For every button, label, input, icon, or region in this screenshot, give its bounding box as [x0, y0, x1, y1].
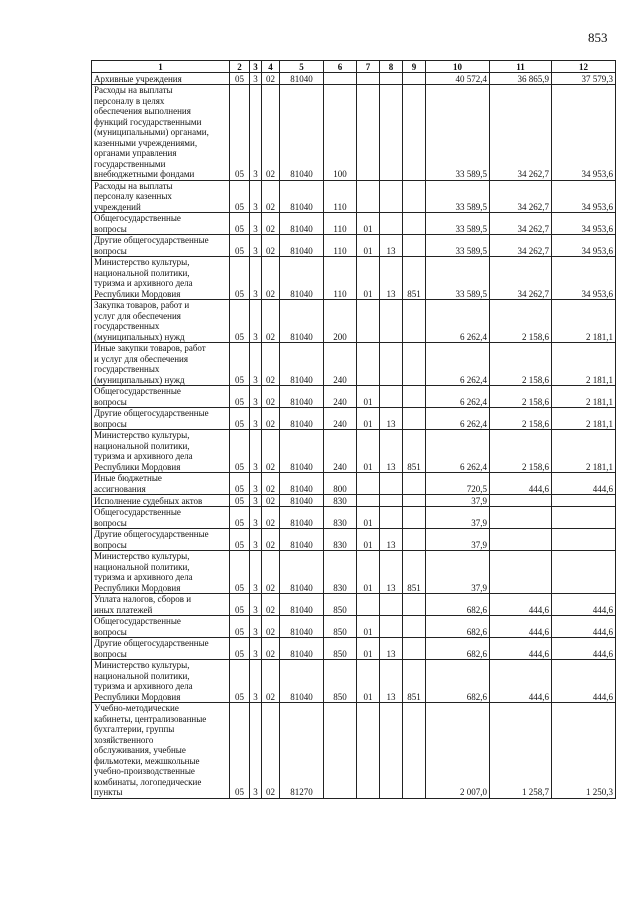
row-value-cell: 81040	[280, 594, 324, 616]
row-value-cell	[403, 386, 426, 408]
row-value-cell: 02	[262, 180, 280, 213]
row-value-cell	[357, 495, 380, 507]
row-value-cell: 3	[250, 408, 262, 430]
row-value-cell	[403, 213, 426, 235]
row-value-cell: 40 572,4	[426, 73, 490, 85]
row-value-cell: 3	[250, 594, 262, 616]
row-value-cell: 682,6	[426, 660, 490, 703]
row-value-cell: 05	[230, 638, 250, 660]
row-value-cell	[324, 73, 357, 85]
row-value-cell	[403, 408, 426, 430]
row-value-cell	[357, 85, 380, 181]
row-value-cell: 02	[262, 594, 280, 616]
row-value-cell	[403, 616, 426, 638]
header-cell: 9	[403, 61, 426, 73]
row-value-cell: 444,6	[490, 473, 552, 495]
row-value-cell: 81040	[280, 551, 324, 594]
table-row	[92, 616, 616, 638]
row-value-cell	[403, 85, 426, 181]
row-value-cell: 3	[250, 551, 262, 594]
row-name-cell: Исполнение судебных актов	[92, 495, 230, 507]
row-value-cell: 2 181,1	[552, 300, 616, 343]
row-value-cell: 3	[250, 430, 262, 473]
row-value-cell: 3	[250, 703, 262, 799]
row-value-cell: 1 258,7	[490, 703, 552, 799]
row-value-cell: 05	[230, 507, 250, 529]
budget-table	[91, 60, 616, 799]
row-value-cell: 850	[324, 638, 357, 660]
row-value-cell	[490, 551, 552, 594]
row-value-cell: 444,6	[490, 616, 552, 638]
row-value-cell: 05	[230, 529, 250, 551]
row-value-cell: 3	[250, 638, 262, 660]
row-value-cell: 3	[250, 495, 262, 507]
row-value-cell: 01	[357, 257, 380, 300]
row-name-cell: Общегосударственные вопросы	[92, 213, 230, 235]
row-value-cell: 81040	[280, 507, 324, 529]
row-name-cell: Общегосударственные вопросы	[92, 507, 230, 529]
row-value-cell: 02	[262, 235, 280, 257]
row-value-cell: 682,6	[426, 594, 490, 616]
row-value-cell: 13	[380, 408, 403, 430]
row-value-cell: 02	[262, 386, 280, 408]
row-value-cell: 01	[357, 386, 380, 408]
row-value-cell: 02	[262, 408, 280, 430]
row-name-cell: Министерство культуры, национальной политики, туризма и архивного дела Республики Мордовия	[92, 430, 230, 473]
table-row	[92, 213, 616, 235]
row-value-cell: 05	[230, 343, 250, 386]
table-row	[92, 408, 616, 430]
row-value-cell: 3	[250, 85, 262, 181]
row-value-cell: 05	[230, 257, 250, 300]
row-value-cell: 37,9	[426, 529, 490, 551]
row-value-cell: 05	[230, 85, 250, 181]
row-value-cell: 05	[230, 213, 250, 235]
row-name-cell: Расходы на выплаты персоналу в целях обеспечения выполнения функций государственными (муниципальными) органами, казенными учреждениями, органами управления государственными внебюджетными фондами	[92, 85, 230, 181]
row-value-cell	[324, 703, 357, 799]
header-cell: 8	[380, 61, 403, 73]
row-name-cell: Уплата налогов, сборов и иных платежей	[92, 594, 230, 616]
header-cell: 7	[357, 61, 380, 73]
header-cell: 3	[250, 61, 262, 73]
row-value-cell	[357, 180, 380, 213]
row-name-cell: Иные закупки товаров, работ и услуг для обеспечения государственных (муниципальных) нужд	[92, 343, 230, 386]
header-cell: 1	[92, 61, 230, 73]
row-name-cell: Министерство культуры, национальной политики, туризма и архивного дела Республики Мордовия	[92, 660, 230, 703]
row-value-cell: 81040	[280, 257, 324, 300]
table-row	[92, 529, 616, 551]
row-value-cell: 3	[250, 213, 262, 235]
header-cell: 10	[426, 61, 490, 73]
row-value-cell	[380, 495, 403, 507]
row-value-cell: 110	[324, 180, 357, 213]
row-value-cell: 110	[324, 213, 357, 235]
row-value-cell: 34 262,7	[490, 257, 552, 300]
row-value-cell: 2 158,6	[490, 430, 552, 473]
row-value-cell: 02	[262, 73, 280, 85]
row-value-cell	[552, 551, 616, 594]
row-value-cell: 851	[403, 430, 426, 473]
row-value-cell: 34 953,6	[552, 85, 616, 181]
row-value-cell: 240	[324, 430, 357, 473]
row-value-cell	[380, 73, 403, 85]
row-value-cell: 3	[250, 616, 262, 638]
row-value-cell: 81040	[280, 473, 324, 495]
row-value-cell: 37,9	[426, 551, 490, 594]
row-value-cell: 13	[380, 660, 403, 703]
row-value-cell: 05	[230, 180, 250, 213]
row-value-cell	[380, 343, 403, 386]
row-value-cell: 2 181,1	[552, 430, 616, 473]
header-cell: 6	[324, 61, 357, 73]
row-value-cell: 6 262,4	[426, 386, 490, 408]
row-value-cell	[357, 300, 380, 343]
row-value-cell: 05	[230, 300, 250, 343]
row-value-cell: 34 262,7	[490, 213, 552, 235]
row-value-cell	[403, 507, 426, 529]
row-value-cell: 2 181,1	[552, 343, 616, 386]
row-value-cell: 830	[324, 551, 357, 594]
row-value-cell: 02	[262, 213, 280, 235]
row-value-cell: 02	[262, 257, 280, 300]
row-value-cell: 800	[324, 473, 357, 495]
row-value-cell: 05	[230, 703, 250, 799]
budget-table-container	[91, 60, 616, 799]
table-row	[92, 594, 616, 616]
row-value-cell: 444,6	[552, 594, 616, 616]
row-value-cell	[357, 343, 380, 386]
row-value-cell: 81040	[280, 343, 324, 386]
row-name-cell: Закупка товаров, работ и услуг для обеспечения государственных (муниципальных) нужд	[92, 300, 230, 343]
header-cell: 11	[490, 61, 552, 73]
row-value-cell: 444,6	[552, 638, 616, 660]
row-value-cell	[552, 507, 616, 529]
row-value-cell: 851	[403, 257, 426, 300]
row-value-cell: 01	[357, 660, 380, 703]
row-name-cell: Другие общегосударственные вопросы	[92, 235, 230, 257]
row-value-cell: 02	[262, 616, 280, 638]
row-value-cell: 01	[357, 235, 380, 257]
row-value-cell	[380, 594, 403, 616]
row-value-cell: 33 589,5	[426, 235, 490, 257]
row-value-cell	[380, 703, 403, 799]
row-value-cell: 34 953,6	[552, 235, 616, 257]
row-value-cell	[380, 386, 403, 408]
row-value-cell: 81040	[280, 180, 324, 213]
row-value-cell: 05	[230, 408, 250, 430]
row-value-cell	[357, 594, 380, 616]
row-value-cell: 3	[250, 73, 262, 85]
row-value-cell: 2 181,1	[552, 386, 616, 408]
row-value-cell: 3	[250, 300, 262, 343]
row-value-cell: 2 158,6	[490, 343, 552, 386]
table-row	[92, 73, 616, 85]
header-cell: 5	[280, 61, 324, 73]
header-row	[92, 61, 616, 73]
row-value-cell: 02	[262, 507, 280, 529]
row-value-cell: 05	[230, 495, 250, 507]
row-value-cell: 3	[250, 473, 262, 495]
row-value-cell: 13	[380, 257, 403, 300]
row-value-cell: 81040	[280, 85, 324, 181]
row-value-cell: 240	[324, 343, 357, 386]
row-value-cell: 13	[380, 430, 403, 473]
row-value-cell: 01	[357, 408, 380, 430]
row-value-cell: 05	[230, 386, 250, 408]
row-value-cell: 02	[262, 430, 280, 473]
row-value-cell: 6 262,4	[426, 300, 490, 343]
row-value-cell: 01	[357, 213, 380, 235]
row-name-cell: Другие общегосударственные вопросы	[92, 529, 230, 551]
row-value-cell: 05	[230, 594, 250, 616]
row-value-cell: 05	[230, 430, 250, 473]
row-value-cell	[403, 235, 426, 257]
row-value-cell: 02	[262, 495, 280, 507]
row-value-cell	[380, 507, 403, 529]
table-row	[92, 180, 616, 213]
row-value-cell: 34 262,7	[490, 180, 552, 213]
table-row	[92, 85, 616, 181]
table-row	[92, 551, 616, 594]
row-value-cell: 830	[324, 495, 357, 507]
row-value-cell: 240	[324, 386, 357, 408]
row-value-cell: 2 158,6	[490, 300, 552, 343]
table-row	[92, 660, 616, 703]
row-value-cell	[380, 473, 403, 495]
row-value-cell	[403, 529, 426, 551]
row-value-cell: 01	[357, 616, 380, 638]
header-cell: 4	[262, 61, 280, 73]
row-value-cell: 100	[324, 85, 357, 181]
row-value-cell: 81040	[280, 235, 324, 257]
row-name-cell: Общегосударственные вопросы	[92, 386, 230, 408]
row-value-cell: 3	[250, 180, 262, 213]
row-value-cell	[403, 300, 426, 343]
row-value-cell: 3	[250, 529, 262, 551]
row-value-cell: 6 262,4	[426, 430, 490, 473]
row-value-cell: 3	[250, 257, 262, 300]
row-value-cell	[403, 343, 426, 386]
row-value-cell: 3	[250, 386, 262, 408]
row-value-cell: 682,6	[426, 638, 490, 660]
row-value-cell	[490, 529, 552, 551]
row-name-cell: Иные бюджетные ассигнования	[92, 473, 230, 495]
row-value-cell: 830	[324, 529, 357, 551]
row-value-cell: 02	[262, 660, 280, 703]
row-value-cell: 81040	[280, 408, 324, 430]
row-value-cell: 81040	[280, 213, 324, 235]
row-name-cell: Министерство культуры, национальной политики, туризма и архивного дела Республики Мордовия	[92, 257, 230, 300]
row-value-cell: 34 262,7	[490, 235, 552, 257]
row-value-cell: 05	[230, 616, 250, 638]
row-value-cell: 34 953,6	[552, 257, 616, 300]
table-row	[92, 343, 616, 386]
page-number: 853	[588, 30, 608, 45]
row-value-cell: 05	[230, 551, 250, 594]
row-value-cell: 05	[230, 235, 250, 257]
row-value-cell: 444,6	[552, 473, 616, 495]
row-value-cell	[403, 638, 426, 660]
row-value-cell: 33 589,5	[426, 85, 490, 181]
header-cell: 2	[230, 61, 250, 73]
row-value-cell	[380, 300, 403, 343]
row-value-cell: 36 865,9	[490, 73, 552, 85]
row-value-cell: 3	[250, 343, 262, 386]
row-value-cell: 444,6	[490, 594, 552, 616]
row-value-cell: 37,9	[426, 495, 490, 507]
table-row	[92, 300, 616, 343]
table-row	[92, 703, 616, 799]
row-value-cell	[403, 495, 426, 507]
row-value-cell	[357, 703, 380, 799]
row-name-cell: Другие общегосударственные вопросы	[92, 638, 230, 660]
row-value-cell: 02	[262, 300, 280, 343]
row-value-cell	[357, 73, 380, 85]
row-value-cell: 81040	[280, 660, 324, 703]
row-value-cell	[403, 594, 426, 616]
row-value-cell: 02	[262, 473, 280, 495]
row-value-cell	[490, 495, 552, 507]
row-name-cell: Учебно-методические кабинеты, централизованные бухгалтерии, группы хозяйственного обслуживания, учебные фильмотеки, межшкольные учебно-производственные комбинаты, логопедические пункты	[92, 703, 230, 799]
row-value-cell: 3	[250, 235, 262, 257]
row-value-cell: 33 589,5	[426, 257, 490, 300]
row-value-cell: 05	[230, 73, 250, 85]
row-value-cell: 1 250,3	[552, 703, 616, 799]
row-value-cell	[380, 180, 403, 213]
row-value-cell: 850	[324, 616, 357, 638]
row-value-cell: 830	[324, 507, 357, 529]
row-value-cell: 81040	[280, 300, 324, 343]
table-row	[92, 257, 616, 300]
row-value-cell	[403, 703, 426, 799]
table-body	[92, 73, 616, 799]
row-value-cell	[403, 473, 426, 495]
row-value-cell: 37 579,3	[552, 73, 616, 85]
row-value-cell: 81040	[280, 495, 324, 507]
row-value-cell: 01	[357, 551, 380, 594]
row-value-cell	[380, 85, 403, 181]
row-value-cell: 02	[262, 529, 280, 551]
row-name-cell: Расходы на выплаты персоналу казенных учреждений	[92, 180, 230, 213]
row-value-cell: 2 007,0	[426, 703, 490, 799]
row-value-cell: 34 953,6	[552, 213, 616, 235]
row-value-cell: 01	[357, 529, 380, 551]
row-value-cell: 34 953,6	[552, 180, 616, 213]
row-value-cell: 13	[380, 551, 403, 594]
row-value-cell: 444,6	[490, 660, 552, 703]
table-row	[92, 638, 616, 660]
row-value-cell: 851	[403, 660, 426, 703]
row-value-cell: 444,6	[552, 660, 616, 703]
row-value-cell: 81040	[280, 73, 324, 85]
row-value-cell: 01	[357, 507, 380, 529]
row-value-cell	[552, 495, 616, 507]
table-row	[92, 235, 616, 257]
row-value-cell: 3	[250, 660, 262, 703]
row-value-cell: 444,6	[490, 638, 552, 660]
row-value-cell: 3	[250, 507, 262, 529]
row-value-cell: 05	[230, 473, 250, 495]
row-value-cell: 851	[403, 551, 426, 594]
table-row	[92, 430, 616, 473]
row-value-cell: 02	[262, 703, 280, 799]
row-name-cell: Архивные учреждения	[92, 73, 230, 85]
header-cell: 12	[552, 61, 616, 73]
row-value-cell: 33 589,5	[426, 213, 490, 235]
row-name-cell: Другие общегосударственные вопросы	[92, 408, 230, 430]
row-value-cell: 81040	[280, 386, 324, 408]
row-value-cell: 05	[230, 660, 250, 703]
row-value-cell: 81040	[280, 529, 324, 551]
row-value-cell: 02	[262, 343, 280, 386]
row-value-cell: 6 262,4	[426, 343, 490, 386]
row-value-cell	[403, 73, 426, 85]
row-value-cell: 02	[262, 638, 280, 660]
row-value-cell: 6 262,4	[426, 408, 490, 430]
row-value-cell: 37,9	[426, 507, 490, 529]
table-row	[92, 473, 616, 495]
row-value-cell: 34 262,7	[490, 85, 552, 181]
row-value-cell	[552, 529, 616, 551]
row-value-cell: 110	[324, 235, 357, 257]
row-value-cell: 13	[380, 235, 403, 257]
row-value-cell: 200	[324, 300, 357, 343]
row-value-cell: 2 158,6	[490, 408, 552, 430]
row-value-cell: 240	[324, 408, 357, 430]
row-value-cell: 850	[324, 660, 357, 703]
row-value-cell: 720,5	[426, 473, 490, 495]
row-value-cell: 01	[357, 638, 380, 660]
row-value-cell: 33 589,5	[426, 180, 490, 213]
row-value-cell: 444,6	[552, 616, 616, 638]
row-value-cell: 110	[324, 257, 357, 300]
row-value-cell: 850	[324, 594, 357, 616]
row-value-cell: 01	[357, 430, 380, 473]
row-name-cell: Общегосударственные вопросы	[92, 616, 230, 638]
row-value-cell: 81040	[280, 616, 324, 638]
row-value-cell: 02	[262, 551, 280, 594]
row-value-cell	[403, 180, 426, 213]
row-value-cell	[380, 616, 403, 638]
table-row	[92, 386, 616, 408]
row-value-cell: 682,6	[426, 616, 490, 638]
row-value-cell: 2 158,6	[490, 386, 552, 408]
row-value-cell: 81040	[280, 638, 324, 660]
table-row	[92, 495, 616, 507]
row-value-cell	[490, 507, 552, 529]
row-value-cell: 81270	[280, 703, 324, 799]
row-value-cell: 13	[380, 529, 403, 551]
row-value-cell: 13	[380, 638, 403, 660]
row-name-cell: Министерство культуры, национальной политики, туризма и архивного дела Республики Мордовия	[92, 551, 230, 594]
row-value-cell: 81040	[280, 430, 324, 473]
row-value-cell	[380, 213, 403, 235]
row-value-cell: 2 181,1	[552, 408, 616, 430]
row-value-cell	[357, 473, 380, 495]
table-row	[92, 507, 616, 529]
row-value-cell: 02	[262, 85, 280, 181]
